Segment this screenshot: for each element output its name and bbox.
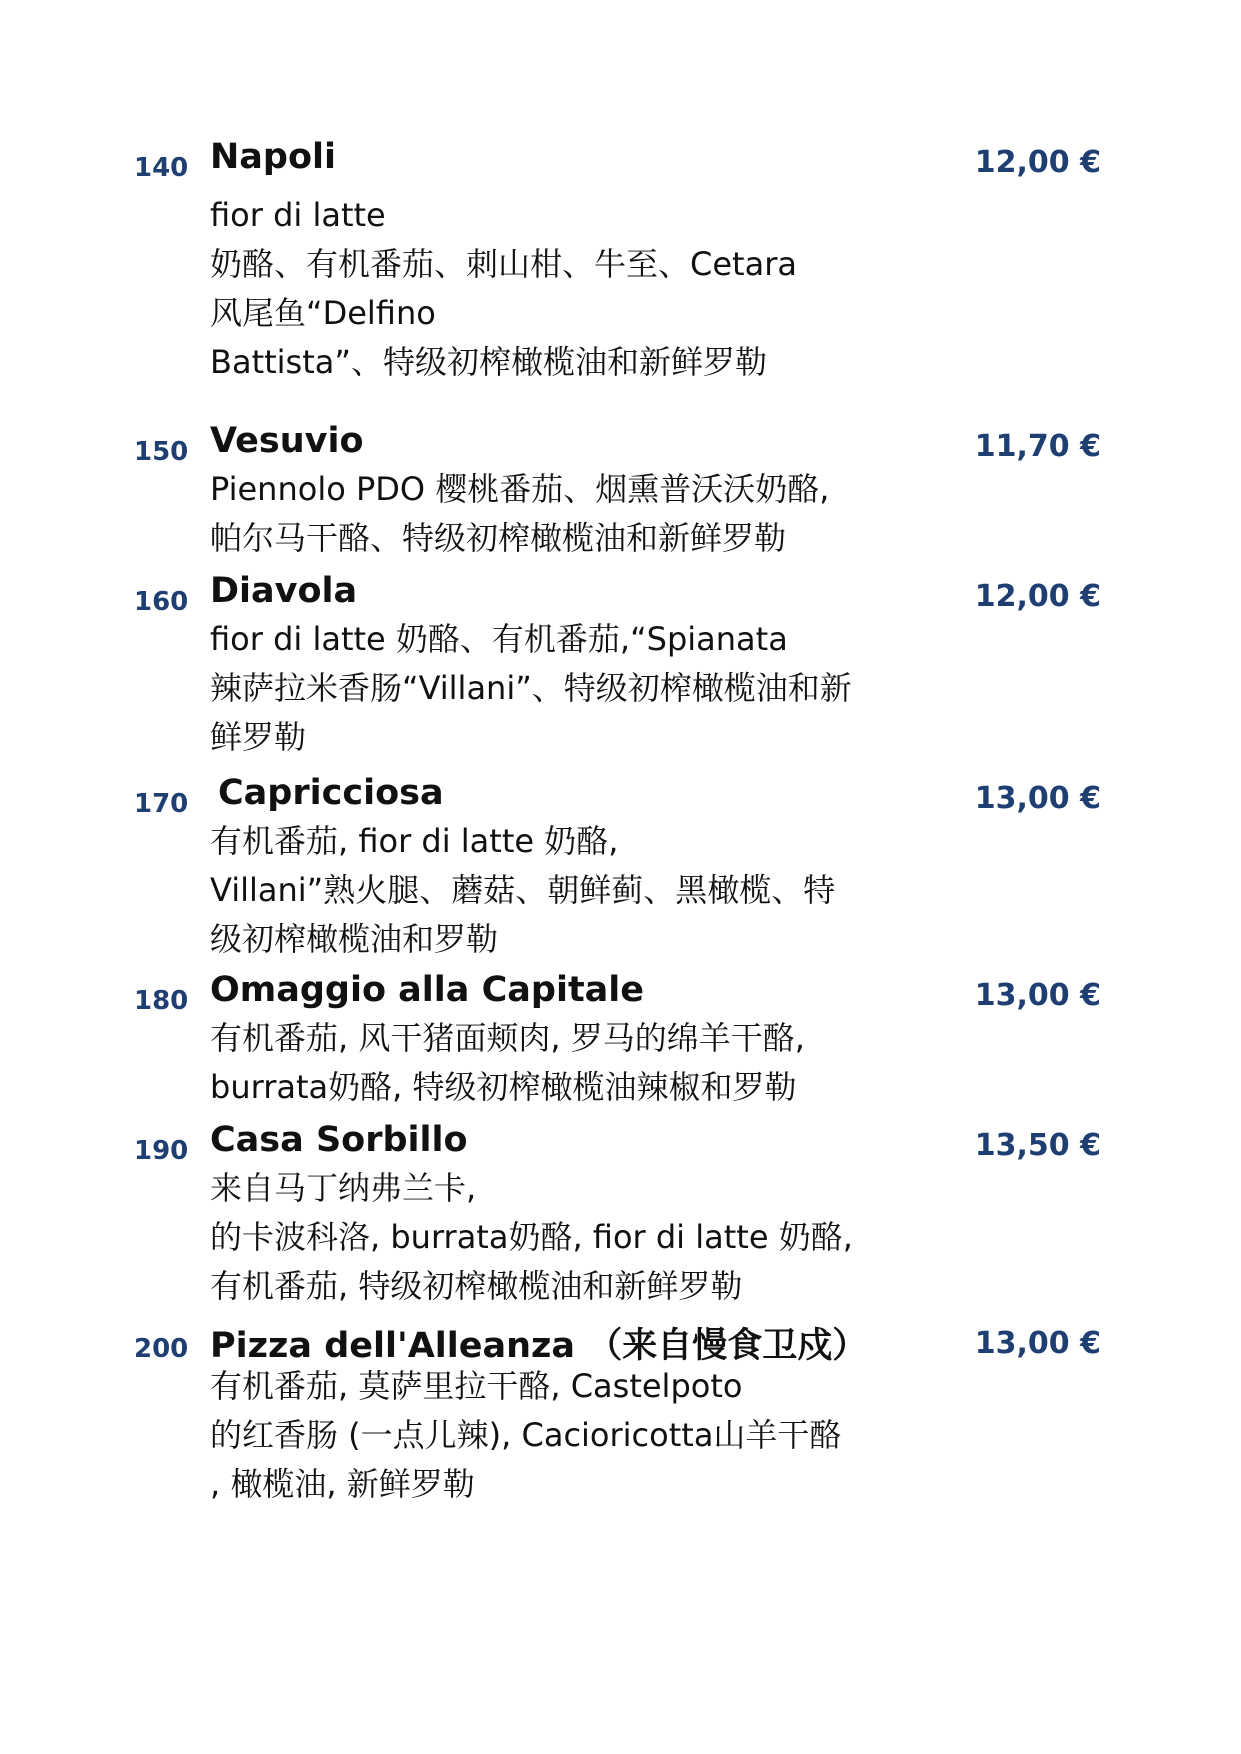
item-price: 12,00 € [974, 145, 1101, 180]
description-line: 辣萨拉米香肠“Villani”、特级初榨橄榄油和新 [210, 669, 852, 707]
description-line: 级初榨橄榄油和罗勒 [210, 920, 499, 958]
description-line: fior di latte 奶酪、有机番茄,“Spianata [210, 620, 788, 658]
description-line: 有机番茄, 风干猪面颊肉, 罗马的绵羊干酪, [210, 1019, 805, 1057]
item-description [210, 615, 950, 762]
description-line: 的卡波科洛, burrata奶酪, fior di latte 奶酪, [210, 1218, 853, 1256]
item-name: Casa Sorbillo [210, 1120, 468, 1160]
description-line: fior di latte [210, 196, 386, 234]
item-description [210, 191, 950, 387]
description-line: 有机番茄, 莫萨里拉干酪, Castelpoto [210, 1367, 743, 1405]
item-number: 150 [134, 437, 189, 467]
item-price: 13,50 € [974, 1128, 1101, 1163]
item-number: 200 [134, 1334, 189, 1364]
item-number: 170 [134, 789, 189, 819]
item-price: 12,00 € [974, 579, 1101, 614]
description-line: 来自马丁纳弗兰卡, [210, 1169, 477, 1207]
item-number: 140 [134, 153, 189, 183]
item-name: Diavola [210, 571, 358, 611]
item-description [210, 817, 950, 964]
description-line: Villani”熟火腿、蘑菇、朝鲜蓟、黑橄榄、特 [210, 871, 836, 909]
item-description [210, 1362, 950, 1509]
item-name: Napoli [210, 137, 337, 177]
description-line: burrata奶酪, 特级初榨橄榄油辣椒和罗勒 [210, 1068, 797, 1106]
item-price: 13,00 € [974, 1326, 1101, 1361]
item-price: 11,70 € [974, 429, 1101, 464]
item-name: Vesuvio [210, 421, 364, 461]
description-line: Battista”、特级初榨橄榄油和新鲜罗勒 [210, 343, 767, 381]
item-price: 13,00 € [974, 978, 1101, 1013]
description-line: 奶酪、有机番茄、刺山柑、牛至、Cetara [210, 245, 797, 283]
item-description [210, 1014, 950, 1112]
item-name: Pizza dell'Alleanza （来自慢食卫戍） [210, 1326, 868, 1366]
description-line: 有机番茄, 特级初榨橄榄油和新鲜罗勒 [210, 1267, 743, 1305]
description-line: 的红香肠 (一点儿辣), Cacioricotta山羊干酪 [210, 1416, 842, 1454]
item-number: 160 [134, 587, 189, 617]
item-price: 13,00 € [974, 781, 1101, 816]
description-line: , 橄榄油, 新鲜罗勒 [210, 1465, 475, 1503]
item-name: Capricciosa [218, 773, 444, 813]
item-description [210, 1164, 950, 1311]
description-line: Piennolo PDO 樱桃番茄、烟熏普沃沃奶酪, [210, 470, 830, 508]
description-line: 帕尔马干酪、特级初榨橄榄油和新鲜罗勒 [210, 519, 787, 557]
description-line: 有机番茄, fior di latte 奶酪, [210, 822, 619, 860]
description-line: 风尾鱼“Delfino [210, 294, 436, 332]
item-name: Omaggio alla Capitale [210, 970, 645, 1010]
item-number: 180 [134, 986, 189, 1016]
item-number: 190 [134, 1136, 189, 1166]
item-description [210, 465, 950, 563]
description-line: 鲜罗勒 [210, 718, 307, 756]
